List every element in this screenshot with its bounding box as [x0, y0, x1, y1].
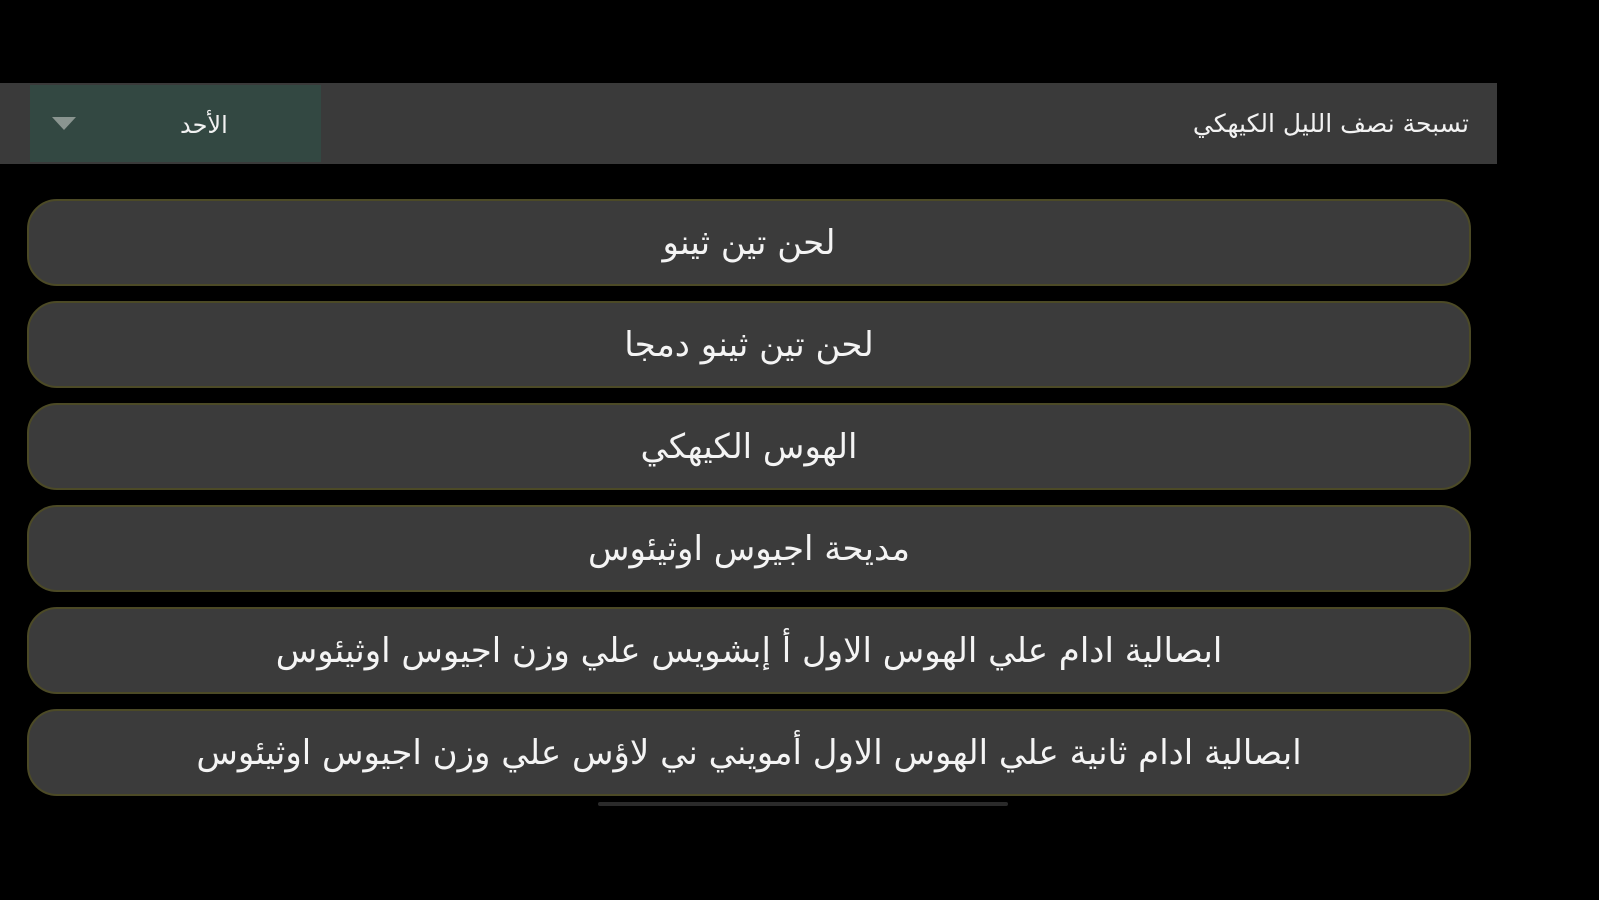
day-selector-dropdown[interactable] [30, 85, 321, 162]
list-item[interactable] [27, 403, 1471, 490]
list-item-label: لحن تين ثينو دمجا [624, 324, 874, 365]
page-title: تسبحة نصف الليل الكيهكي [1192, 109, 1469, 138]
list-item-label: مديحة اجيوس اوثيئوس [587, 528, 911, 569]
list-item-label: لحن تين ثينو [662, 222, 836, 263]
list-item-label: الهوس الكيهكي [640, 426, 858, 467]
list-item[interactable] [27, 199, 1471, 286]
list-item[interactable] [27, 505, 1471, 592]
dropdown-arrow-icon [52, 117, 76, 130]
scroll-indicator[interactable] [598, 802, 1008, 806]
list-item-label: ابصالية ادام ثانية علي الهوس الاول أمويني ني لاؤس علي وزن اجيوس اوثيئوس [196, 732, 1302, 773]
list-item[interactable] [27, 709, 1471, 796]
list-item-label: ابصالية ادام علي الهوس الاول أ إبشويس علي وزن اجيوس اوثيئوس [275, 630, 1223, 671]
list-item[interactable] [27, 607, 1471, 694]
day-selector-value: الأحد [180, 111, 228, 139]
header-bar [0, 83, 1497, 164]
hymn-list [27, 199, 1471, 811]
list-item[interactable] [27, 301, 1471, 388]
